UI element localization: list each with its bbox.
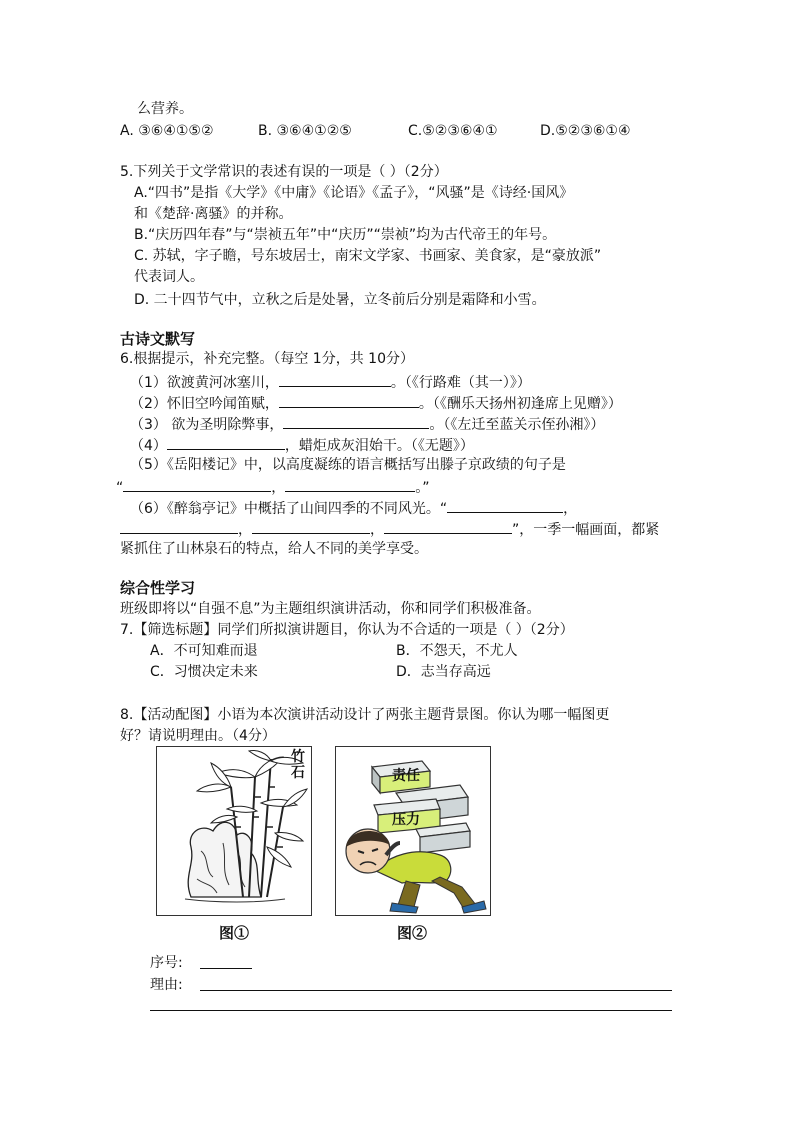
q6-line7	[120, 519, 659, 539]
comma: ，	[238, 522, 252, 538]
answer-number-field[interactable]	[200, 968, 252, 969]
q6-line6	[130, 498, 577, 518]
q8-stem-line2: 好？请说明理由。（4分）	[120, 728, 276, 744]
q7-stem: 7.【筛选标题】同学们所拟演讲题目，你认为不合适的一项是（ ）（2分）	[120, 622, 574, 638]
q8-stem-line1: 8.【活动配图】小语为本次演讲活动设计了两张主题背景图。你认为哪一幅图更	[120, 707, 610, 723]
q7-option-d: D．志当存高远	[396, 664, 491, 680]
comma: ，	[563, 501, 578, 517]
q6-line8: 紧抓住了山林泉石的特点，给人不同的美学享受。	[120, 541, 428, 557]
q6-blank-6d[interactable]	[384, 519, 512, 534]
figure-2-box-pressure: 压力	[392, 812, 420, 828]
q4-option-b: B. ③⑥④①②⑤	[258, 123, 352, 139]
q6-line7-tail: ”，一季一幅画面，都紧	[512, 522, 660, 538]
comma: ，	[271, 480, 286, 496]
q5-option-d: D. 二十四节气中，立秋之后是处暑，立冬前后分别是霜降和小雪。	[134, 292, 546, 308]
q5-option-a-line1: A.“四书”是指《大学》《中庸》《论语》《孟子》，“风骚”是《诗经·国风》	[134, 185, 574, 201]
q5-option-c-line1: C. 苏轼，字子瞻，号东坡居士，南宋文学家、书画家、美食家，是“豪放派”	[134, 248, 602, 264]
figure-2-caption: 图②	[397, 924, 428, 942]
q6-line3	[130, 414, 604, 434]
q6-line1-prompt: （1）欲渡黄河冰塞川，	[130, 375, 279, 391]
q6-blank-5a[interactable]	[123, 477, 271, 492]
figure-2-box-responsibility: 责任	[392, 768, 420, 784]
figure-1-bamboo-rock	[156, 746, 312, 916]
q6-line4	[130, 435, 474, 455]
q6-line1-source: 。（《行路难（其一）》）	[390, 375, 531, 391]
q7-option-c: C．习惯决定未来	[150, 664, 258, 680]
q6-line2	[130, 393, 622, 413]
q6-blank-3[interactable]	[283, 414, 429, 429]
q6-line3-source: 。（《左迁至蓝关示侄孙湘》）	[429, 417, 605, 433]
q6-line5-answers	[116, 477, 430, 497]
q5-option-a-line2: 和《楚辞·离骚》的并称。	[134, 206, 293, 222]
answer-number-label: 序号:	[150, 955, 183, 971]
bamboo-rock-illustration	[157, 747, 311, 915]
figure-2-burden	[335, 746, 491, 916]
q6-line5: （5）《岳阳楼记》中，以高度凝练的语言概括写出滕子京政绩的句子是	[130, 457, 566, 473]
q4-option-a: A. ③⑥④①⑤②	[120, 123, 214, 139]
q4-option-c: C.⑤②③⑥④①	[408, 123, 498, 139]
answer-reason-field-line2[interactable]	[150, 1010, 672, 1011]
q6-blank-2[interactable]	[279, 393, 419, 408]
answer-reason-label: 理由:	[150, 977, 183, 993]
q6-line6-prompt: （6）《醉翁亭记》中概括了山间四季的不同风光。“	[130, 501, 448, 517]
q5-option-b: B.“庆历四年春”与“崇祯五年”中“庆历”“崇祯”均为古代帝王的年号。	[134, 227, 557, 243]
q5-option-c-line2: 代表词人。	[134, 269, 204, 285]
q6-blank-6b[interactable]	[120, 519, 238, 534]
q6-blank-6c[interactable]	[252, 519, 370, 534]
q6-stem: 6.根据提示，补充完整。（每空 1分，共 10分）	[120, 351, 414, 367]
open-quote: “	[116, 480, 124, 496]
q6-line2-source: 。（《酬乐天扬州初逢席上见赠》）	[418, 396, 622, 412]
q7-option-a: A．不可知难而退	[150, 643, 258, 659]
figure-1-caption: 图①	[219, 924, 250, 942]
section-heading-comprehensive: 综合性学习	[120, 579, 196, 597]
q6-blank-5b[interactable]	[285, 477, 415, 492]
answer-reason-field-line1[interactable]	[200, 990, 672, 991]
comprehensive-intro: 班级即将以“自强不息”为主题组织演讲活动，你和同学们积极准备。	[120, 601, 541, 617]
q6-blank-4[interactable]	[167, 435, 285, 450]
figure-1-label: 竹石	[291, 749, 305, 781]
q6-line4-source: ，蜡炬成灰泪始干。（《无题》）	[284, 438, 474, 454]
q6-blank-6a[interactable]	[447, 498, 563, 513]
close-quote: 。”	[415, 480, 430, 496]
q6-line1	[130, 372, 531, 392]
q6-line4-prompt: （4）	[130, 438, 167, 454]
q4-option-d: D.⑤②③⑥①④	[540, 123, 631, 139]
section-heading-poetry: 古诗文默写	[120, 330, 196, 348]
q4-continuation: 么营养。	[137, 101, 193, 117]
q5-stem: 5.下列关于文学常识的表述有误的一项是（ ）（2分）	[120, 164, 448, 180]
comma: ，	[370, 522, 384, 538]
q6-line2-prompt: （2）怀旧空吟闻笛赋，	[130, 396, 279, 412]
q6-line3-prompt: （3） 欲为圣明除弊事，	[130, 417, 284, 433]
q7-option-b: B．不怨天，不尤人	[396, 643, 518, 659]
q6-blank-1[interactable]	[279, 372, 391, 387]
